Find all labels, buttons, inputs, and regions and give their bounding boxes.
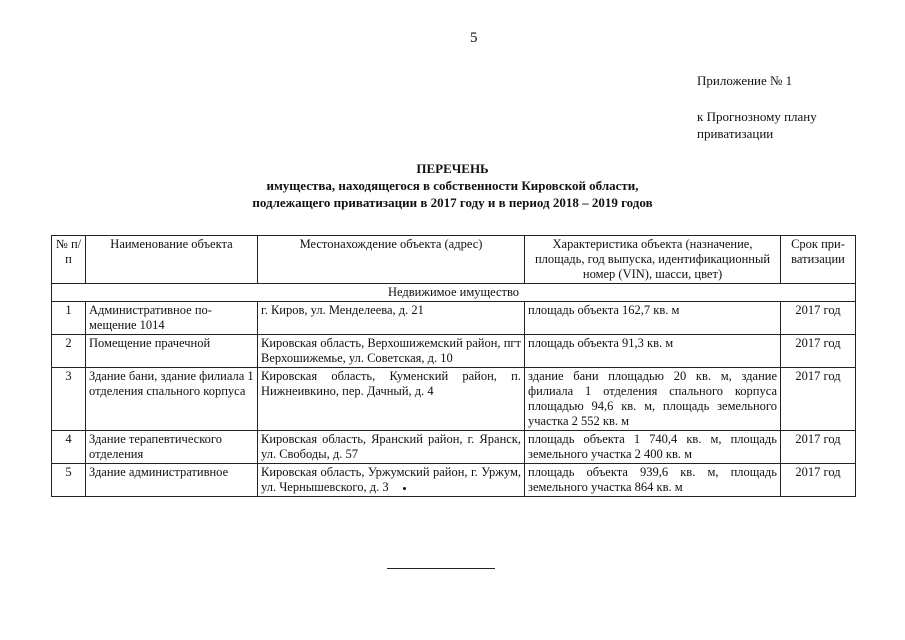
header-num: № п/п <box>52 236 86 284</box>
cell-address-text: Кировская область, Уржумский район, г. Уржум, ул. Чернышевского, д. 3 <box>261 465 521 494</box>
cell-address: Кировская область, Яранский район, г. Яранск, ул. Свободы, д. 57 <box>258 431 525 464</box>
appendix-label <box>697 72 792 89</box>
title-line-3: подлежащего приватизации в 2017 году и в период 2018 – 2019 годов <box>252 195 653 210</box>
title-line-1: ПЕРЕЧЕНЬ <box>416 161 489 176</box>
cell-address <box>258 464 525 497</box>
cell-name: Помещение прачечной <box>86 335 258 368</box>
section-label: Недвижимое имущество <box>52 284 856 302</box>
cell-num: 5 <box>52 464 86 497</box>
title-line-2: имущества, находящегося в собственности Кировской области, <box>266 178 639 193</box>
cell-term: 2017 год <box>781 431 856 464</box>
cell-term: 2017 год <box>781 368 856 431</box>
table-row <box>52 431 856 464</box>
cell-name: Здание административное <box>86 464 258 497</box>
appendix-line-1: Приложение № 1 <box>697 73 793 88</box>
header-address: Местонахождение объекта (адрес) <box>258 236 525 284</box>
document-title <box>0 160 905 211</box>
appendix-line-2: к Прогнозному плану <box>697 109 817 124</box>
cell-term: 2017 год <box>781 302 856 335</box>
table-header-row <box>52 236 856 284</box>
cell-characteristics: площадь объекта 91,3 кв. м <box>525 335 781 368</box>
cell-term: 2017 год <box>781 464 856 497</box>
cell-num: 1 <box>52 302 86 335</box>
header-name: Наименование объекта <box>86 236 258 284</box>
section-row <box>52 284 856 302</box>
cell-num: 2 <box>52 335 86 368</box>
table-row <box>52 368 856 431</box>
appendix-line-3: приватизации <box>697 126 774 141</box>
property-table <box>51 235 856 497</box>
ink-dot-mark <box>403 487 406 490</box>
cell-characteristics: площадь объекта 1 740,4 кв. м, площадь земельного участка 2 400 кв. м <box>525 431 781 464</box>
cell-num: 3 <box>52 368 86 431</box>
cell-name: Здание бани, здание филиала 1 отделения спального корпуса <box>86 368 258 431</box>
cell-address: Кировская область, Куменский район, п. Нижнеивкино, пер. Дачный, д. 4 <box>258 368 525 431</box>
page-number: 5 <box>470 30 478 46</box>
cell-characteristics: здание бани площадью 20 кв. м, здание филиала 1 отделения спального корпуса площадью 94,6 кв. м, площадь земельного участка 2 552 кв. м <box>525 368 781 431</box>
cell-characteristics: площадь объекта 162,7 кв. м <box>525 302 781 335</box>
end-divider-line <box>387 568 495 569</box>
table-row <box>52 302 856 335</box>
cell-address: Кировская область, Верхошижемский район, пгт Верхошижемье, ул. Советская, д. 10 <box>258 335 525 368</box>
header-characteristics: Характеристика объекта (назначение, площадь, год выпуска, идентификационный номер (VIN), шасси, цвет) <box>525 236 781 284</box>
table-row <box>52 464 856 497</box>
header-term: Срок приватизации <box>781 236 856 284</box>
cell-num: 4 <box>52 431 86 464</box>
table-row <box>52 335 856 368</box>
cell-name: Административное помещение 1014 <box>86 302 258 335</box>
cell-characteristics: площадь объекта 939,6 кв. м, площадь земельного участка 864 кв. м <box>525 464 781 497</box>
appendix-reference <box>697 108 817 142</box>
cell-term: 2017 год <box>781 335 856 368</box>
cell-name: Здание терапевтического отделения <box>86 431 258 464</box>
cell-address: г. Киров, ул. Менделеева, д. 21 <box>258 302 525 335</box>
